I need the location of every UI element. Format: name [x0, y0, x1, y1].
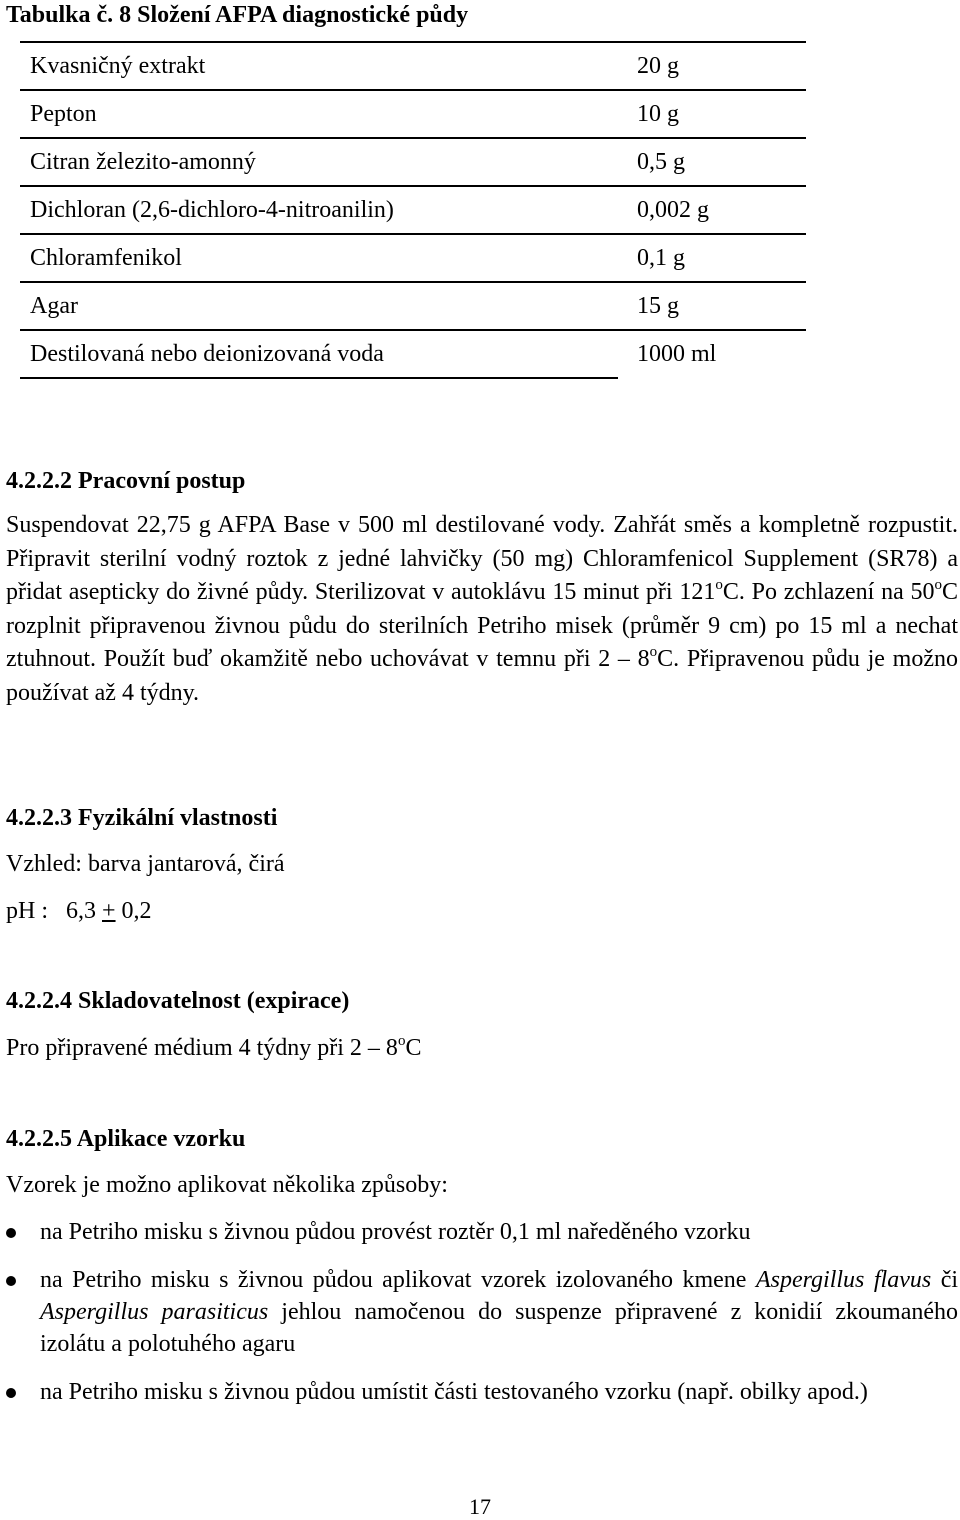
table-row — [20, 42, 806, 90]
ph-value: 6,3 — [66, 898, 96, 924]
ingredient-amount: 1000 ml — [618, 330, 806, 378]
ingredient-name: Dichloran (2,6-dichloro-4-nitroanilin) — [20, 186, 618, 234]
procedure-text-3: C rozplnit připravenou živnou půdu do sterilních Petriho misek (průměr 9 cm) po 15 ml a nechat ztuhnout. Použít buď okamžitě nebo uchovávat v temnu při 2 – 8 — [6, 579, 959, 672]
ingredient-amount: 10 g — [618, 90, 806, 138]
page-number: 17 — [469, 1494, 491, 1519]
section-title: Fyzikální vlastnosti — [78, 805, 278, 831]
conjunction: či — [940, 1267, 959, 1293]
ingredient-name: Pepton — [20, 90, 618, 138]
list-item-text: na Petriho misku s živnou půdou umístit části testovaného vzorku (např. obilky apod.) — [40, 1379, 868, 1405]
procedure-text-4: C. Připravenou půdu je možno používat až 4 týdny. — [6, 646, 958, 706]
bullet-icon — [6, 1228, 16, 1238]
procedure-text-1: Suspendovat 22,75 g AFPA Base v 500 ml destilované vody. Zahřát směs a kompletně rozpustit. Připravit sterilní vodný roztok z jedné lahvičky (50 mg) Chloramfenicol Supplement (SR78) a přidat asepticky do živné půdy. Sterilizovat v autoklávu 15 minut při 121 — [6, 512, 958, 605]
section-number: 4.2.2.5 — [6, 1126, 72, 1152]
list-item — [0, 1264, 958, 1360]
ingredient-name: Destilovaná nebo deionizovaná voda — [20, 330, 618, 378]
ph-label: pH : — [6, 898, 48, 924]
storage-line — [6, 1033, 421, 1063]
table-row — [20, 234, 806, 282]
table-row — [20, 330, 806, 378]
plus-minus-sign: + — [102, 898, 116, 924]
list-item-text: na Petriho misku s živnou půdou aplikovat vzorek izolovaného kmene — [40, 1267, 747, 1293]
ingredient-amount: 0,5 g — [618, 138, 806, 186]
degree-sign: o — [934, 577, 942, 593]
application-intro: Vzorek je možno aplikovat několika způsoby: — [6, 1172, 448, 1198]
list-item — [0, 1216, 958, 1248]
table-caption: Tabulka č. 8 Složení AFPA diagnostické půdy — [6, 2, 469, 28]
section-title: Aplikace vzorku — [76, 1126, 246, 1152]
procedure-text-2: C. Po zchlazení na 50 — [722, 579, 935, 605]
storage-unit: C — [405, 1035, 422, 1061]
list-item-text: jehlou namočenou do suspenze připravené z konidií zkoumaného izolátu a polotuhého agaru — [40, 1299, 959, 1357]
degree-sign: o — [715, 577, 723, 593]
ingredient-name: Citran železito-amonný — [20, 138, 618, 186]
appearance-line: Vzhled: barva jantarová, čirá — [6, 851, 285, 877]
section-number: 4.2.2.2 — [6, 468, 72, 494]
section-heading-skladovatelnost — [6, 986, 349, 1016]
section-title: Pracovní postup — [78, 468, 246, 494]
ingredient-amount: 20 g — [618, 42, 806, 90]
list-item-text: na Petriho misku s živnou půdou provést roztěr 0,1 ml naředěného vzorku — [40, 1219, 751, 1245]
ph-line — [6, 896, 152, 926]
ingredient-name: Kvasničný extrakt — [20, 42, 618, 90]
ingredient-amount: 0,002 g — [618, 186, 806, 234]
section-title: Skladovatelnost (expirace) — [78, 988, 350, 1014]
section-heading-fyzikalni-vlastnosti — [6, 803, 277, 833]
section-heading-aplikace-vzorku — [6, 1124, 245, 1154]
bullet-icon — [6, 1276, 16, 1286]
procedure-paragraph — [6, 509, 958, 710]
table-row — [20, 186, 806, 234]
degree-sign: o — [649, 644, 658, 660]
species-name: Aspergillus parasiticus — [40, 1299, 269, 1325]
species-name: Aspergillus flavus — [755, 1267, 932, 1293]
ingredient-amount: 15 g — [618, 282, 806, 330]
table-row — [20, 138, 806, 186]
list-item — [0, 1376, 958, 1408]
bullet-icon — [6, 1388, 16, 1398]
ingredient-amount: 0,1 g — [618, 234, 806, 282]
table-row — [20, 90, 806, 138]
section-heading-pracovni-postup — [6, 466, 245, 496]
table-row — [20, 282, 806, 330]
ingredient-name: Agar — [20, 282, 618, 330]
section-number: 4.2.2.3 — [6, 805, 72, 831]
composition-table — [20, 41, 806, 379]
ingredient-name: Chloramfenikol — [20, 234, 618, 282]
application-methods-list — [0, 1216, 958, 1408]
section-number: 4.2.2.4 — [6, 988, 72, 1014]
storage-text: Pro připravené médium 4 týdny při 2 – 8 — [6, 1035, 398, 1061]
degree-sign: o — [397, 1033, 406, 1049]
ph-tolerance: 0,2 — [121, 898, 152, 924]
